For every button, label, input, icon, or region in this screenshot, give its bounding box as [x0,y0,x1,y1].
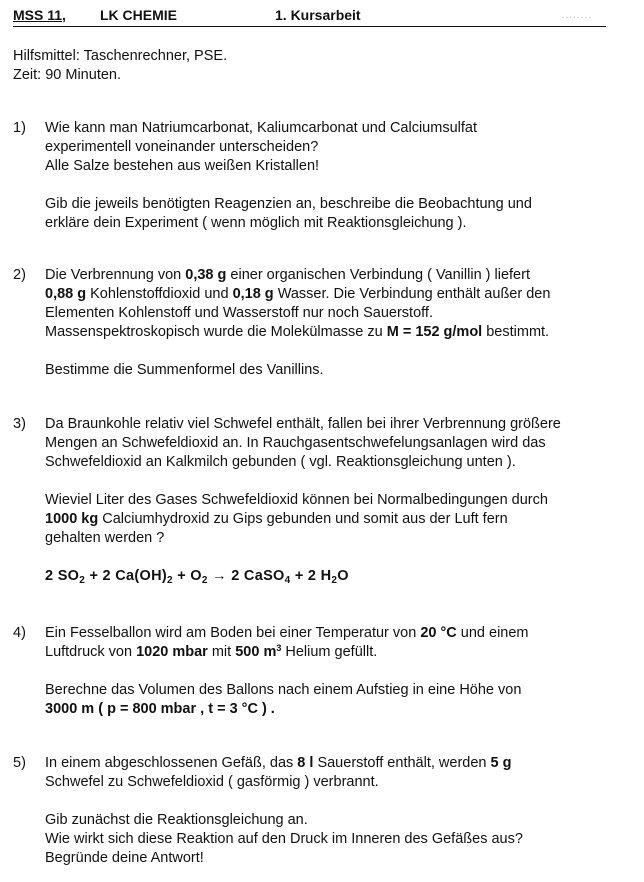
task-body [45,754,637,868]
task-line: Elementen Kohlenstoff und Wasserstoff nur noch Sauerstoff. [45,305,433,321]
reaction-equation: 2 $SO_2 + 2$ $Ca(OH)_2 + O_2 \to 2$ CaSO$_4$ + 2 $H_2O$ [45,568,349,586]
task-line: Wie wirkt sich diese Reaktion auf den Druck im Inneren des Gefäßes aus? [45,831,523,847]
task-number: 1) [13,120,26,136]
task-number: 2) [13,267,26,283]
aids-block [13,47,227,85]
aids-line: Hilfsmittel: Taschenrechner, PSE. [13,48,228,64]
task-body [45,624,637,719]
task-line: Da Braunkohle relativ viel Schwefel enthält, fallen bei ihrer Verbrennung größere [45,416,561,432]
task-number: 4) [13,625,26,641]
task-line: Gib die jeweils benötigten Reagenzien an, beschreibe die Beobachtung und [45,196,532,212]
header-bar [13,6,606,27]
task-line: Schwefeldioxid an Kalkmilch gebunden ( vgl. Reaktionsgleichung unten ). [45,454,516,470]
task-line: Bestimme die Summenformel des Vanillins. [45,362,324,378]
task-body [45,266,637,380]
task-line: Ein Fesselballon wird am Boden bei einer Temperatur von 20 °C und einem [45,625,529,641]
task-number: 5) [13,755,26,771]
faint-header-text: ........ [561,10,592,21]
task-line: experimentell voneinander unterscheiden? [45,139,319,155]
task-number: 3) [13,416,26,432]
task-line: Gib zunächst die Reaktionsgleichung an. [45,812,308,828]
task-body [45,119,637,233]
task-line: Massenspektroskopisch wurde die Molekülmasse zu M = 152 g/mol bestimmt. [45,324,550,340]
task-line: In einem abgeschlossenen Gefäß, das 8 l Sauerstoff enthält, werden 5 g [45,755,512,771]
exam-title: 1. Kursarbeit [275,7,361,23]
task-line: Wie kann man Natriumcarbonat, Kaliumcarbonat und Calciumsulfat [45,120,477,136]
task-line: Die Verbrennung von 0,38 g einer organischen Verbindung ( Vanillin ) liefert [45,267,530,283]
task-line: Berechne das Volumen des Ballons nach einem Aufstieg in eine Höhe von [45,682,522,698]
time-line: Zeit: 90 Minuten. [13,67,121,83]
task-line: Begründe deine Antwort! [45,850,204,866]
course-label: MSS 11, [13,7,66,23]
task-line: Alle Salze bestehen aus weißen Kristallen! [45,158,320,174]
task-line: Luftdruck von 1020 mbar mit 500 $m^3$ Helium gefüllt. [45,643,378,660]
subject-label: LK CHEMIE [100,7,177,23]
task-line: Schwefel zu Schwefeldioxid ( gasförmig ) verbrannt. [45,774,379,790]
task-body [45,415,637,586]
task-line: erkläre dein Experiment ( wenn möglich mit Reaktionsgleichung ). [45,215,467,231]
task-line: 3000 m ( p = 800 mbar , t = 3 °C ) . [45,701,275,717]
task-line: Mengen an Schwefeldioxid an. In Rauchgasentschwefelungsanlagen wird das [45,435,546,451]
task-line: gehalten werden ? [45,530,165,546]
task-line: Wieviel Liter des Gases Schwefeldioxid können bei Normalbedingungen durch [45,492,548,508]
task-line: 1000 kg Calciumhydroxid zu Gips gebunden und somit aus der Luft fern [45,511,508,527]
task-line: 0,88 g Kohlenstoffdioxid und 0,18 g Wasser. Die Verbindung enthält außer den [45,286,551,302]
